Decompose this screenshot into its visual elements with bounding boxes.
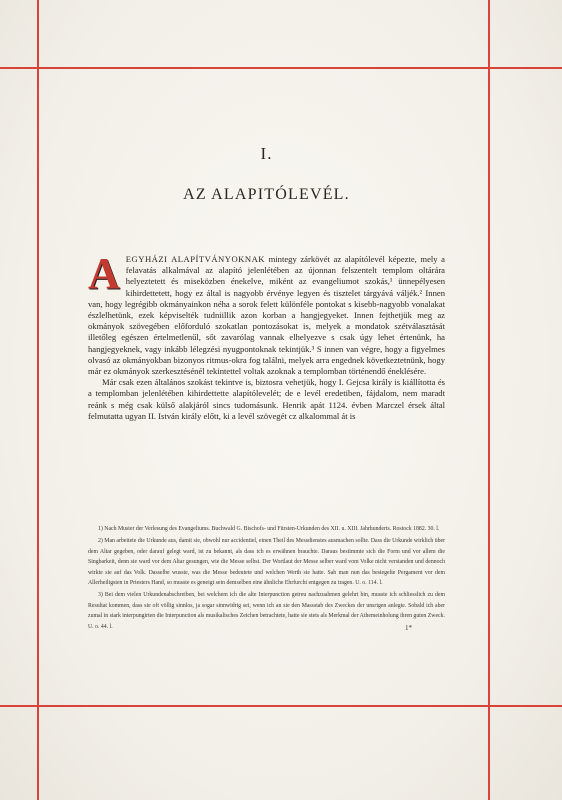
chapter-title: AZ ALAPITÓLEVÉL. (183, 186, 350, 203)
footnote-2: 2) Man arbeitete die Urkunde aus, damit sie, obwohl nur accidentiel, einen Theil des Messdienstes ausmachen sollte. Dass die Urkunde wirklich über dem Altar gegeben, oder darauf gelegt ward, ist zu bekannt, als dass ich es erwähnen brauchte. Daraus bestimmte sich die Form und vor allem die Singbarkeit, denn sie ward vor dem Altar gesungen, wie die Messe selbst. Der Wortlaut der Messe selber ward vom Volke nicht verstanden und dennoch wirkte sie auf das Volk. Dasselbe wusste, was die Messe bedeutete und welchen Werth sie hatte. Sah man nun das besiegelte Pergament vor dem Allerheiligsten in Priesters Hand, so musste es geneigt sein demselben eine ähnliche Ehrfurcht entgegen zu tragen. U. o. 114. l. (88, 538, 445, 587)
footnote-3: 3) Bei dem vielen Urkundenabschreiben, bei welchem ich die alte Interpunction getreu nachzuahmen gelehrt bin, musste ich schliesslich zu dem Resultat kommen, dass sie oft völlig sinnlos, ja sogar sinnwidrig sei, wenn ich an sie den Massstab des Zweckes der unsrigen anlegte. Sobald ich aber zumal in stark interpungirten die Interpunction als musikalisches Zeichen betrachtete, hatte sie stets als Merkmal der Athemeinholung ihren guten Zweck. U. o. 44. l. (88, 592, 445, 630)
paragraph-first (88, 249, 445, 377)
drop-cap-letter: A (88, 249, 120, 298)
chapter-number: I. (260, 144, 273, 163)
red-rule-top (0, 67, 562, 69)
main-text-block (88, 140, 445, 422)
red-rule-left (37, 0, 39, 800)
paragraph-2: Már csak ezen általános szokást tekintve is, biztosra vehetjük, hogy I. Gejcsa király is kiállította és a templomban jelenlétében kihirdettette alapítólevelét; de e levél eredetiben, fájdalom, nem maradt reánk s még csak külső alakjáról sincs tudomásunk. Henrik apát 1124. évben Marczel érsek által felmutatta ugyan II. István király előtt, ki a levél szövegét cz alkalommal át is (88, 377, 445, 421)
footnotes (88, 524, 445, 634)
body-text (88, 249, 445, 422)
red-rule-bottom (0, 705, 562, 707)
footnote-1: 1) Nach Muster der Verlesung des Evangeliums. Buchwald G. Bischofs- und Fürsten-Urkunden des XII. u. XIII. Jahrhunderts. Rostock 1882. 30. l. (98, 526, 440, 532)
red-rule-right (488, 0, 490, 800)
signature-mark: 1* (405, 624, 412, 632)
opening-words: EGYHÁZI ALAPÍTVÁNYOKNAK (125, 254, 265, 264)
paragraph-1-text: mintegy zárkövét az alapítólevél képezte, mely a felavatás alkalmával az alapító jelenlétében az újonnan felszentelt templom oltárára helyeztetett és miseközben énekelve, miként az evangeliumot szokás,¹ ünnepélyesen kihirdettetett, hogy ez által is nagyobb érvénye legyen és tisztelet tárgyává váljék.² Innen van, hogy legrégibb okmányainkon néha a sorok felett különféle pontokat s kisebb-nagyobb vonalakat észlelhetünk, ezek képviselték tudniillik azon korban a hangjegyeket. Innen fejthetjük meg az okmányok szövegében előforduló szokatlan pontozásokat is, melyek a mondatok szétválasztását illetőleg egészen értelmetlenűl, sőt zavarólag vannak elhelyezve s csak úgy lehet értenünk, ha hangjegyeknek, vagy inkább lélegzési nyugpontoknak tekintjük.³ S innen van végre, hogy a figyelmes olvasó az okmányokban bizonyos ritmus-okra fog találni, melyek arra engednek következtetnünk, hogy már ez okmányok szerkesztésénél tekintettel voltak azoknak a templomban történendő éneklésére. (88, 254, 445, 377)
